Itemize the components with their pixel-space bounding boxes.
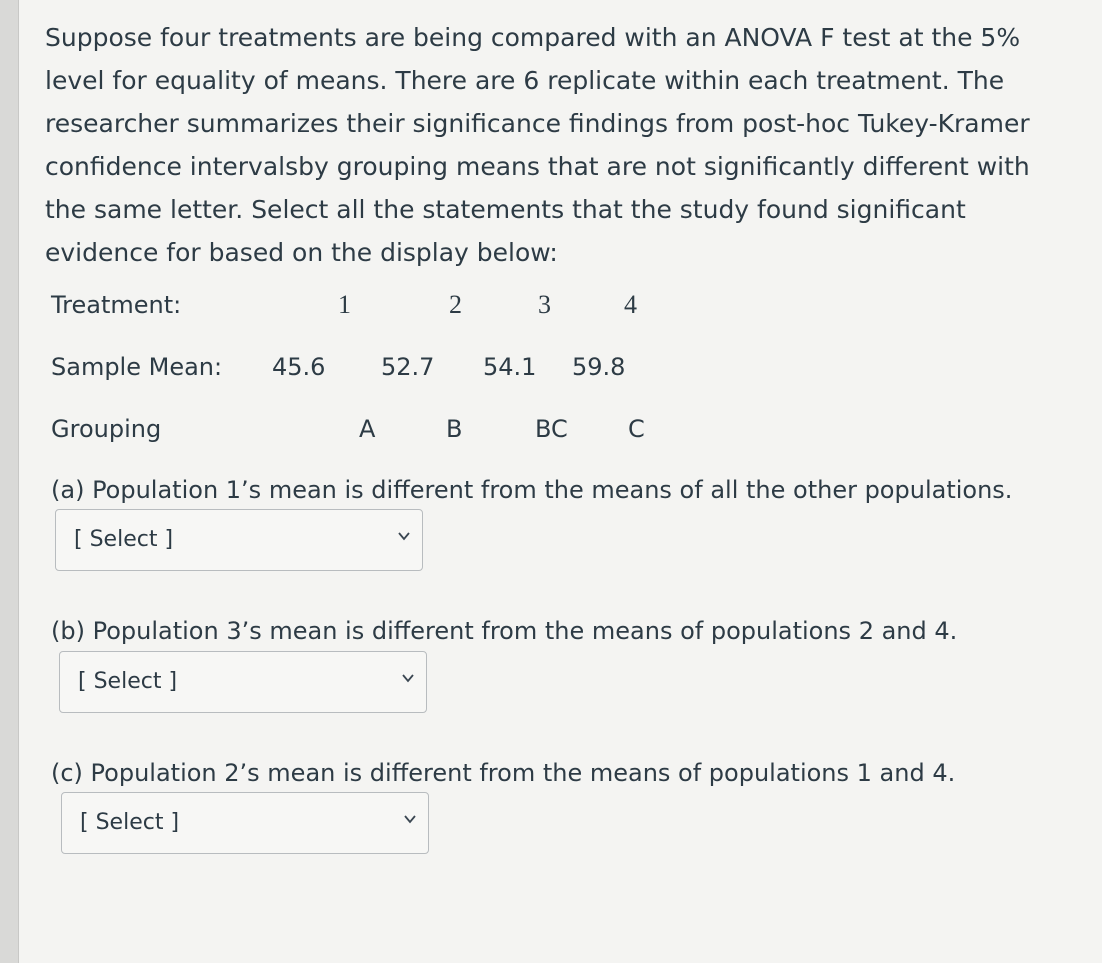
grouping-3: BC (535, 415, 568, 443)
statement-a-select-value: [ Select ] (74, 527, 174, 552)
statement-c-select-value: [ Select ] (80, 810, 180, 835)
grouping-1: A (359, 415, 376, 443)
grouping-4: C (628, 415, 645, 443)
sample-mean-2: 52.7 (381, 353, 435, 381)
statement-c: (c) Population 2’s mean is different from the means of populations 1 and 4. (51, 759, 956, 787)
grouping-2: B (446, 415, 463, 443)
statement-b-select[interactable] (59, 651, 427, 713)
statement-b: (b) Population 3’s mean is different from the means of populations 2 and 4. (51, 617, 958, 645)
chevron-down-icon (400, 670, 416, 686)
statement-c-select[interactable] (61, 792, 429, 854)
grouping-label: Grouping (51, 415, 162, 443)
chevron-down-icon (396, 528, 412, 544)
treatment-1: 1 (338, 290, 351, 319)
statement-a-select[interactable] (55, 509, 423, 571)
question-text: Suppose four treatments are being compared with an ANOVA F test at the 5% level for equality of means. There are 6 replicate within each treatment. The researcher summarizes their significance findings from post-hoc Tukey-Kramer confidence intervalsby grouping means that are not significantly different with the same letter. Select all the statements that the study found significant evidence for based on the display below: (45, 23, 1030, 267)
treatment-2: 2 (449, 290, 462, 319)
sample-mean-4: 59.8 (572, 353, 626, 381)
chevron-down-icon (402, 811, 418, 827)
treatment-row (51, 288, 811, 322)
treatment-label: Treatment: (51, 291, 182, 319)
treatment-4: 4 (624, 290, 637, 319)
sample-mean-3: 54.1 (483, 353, 537, 381)
sample-mean-row (51, 350, 811, 384)
grouping-row (51, 412, 811, 446)
question-panel (18, 0, 1102, 963)
treatment-3: 3 (538, 290, 551, 319)
statement-a: (a) Population 1’s mean is different from the means of all the other populations. (51, 476, 1013, 504)
sample-mean-label: Sample Mean: (51, 353, 223, 381)
statement-b-select-value: [ Select ] (78, 669, 178, 694)
sample-mean-1: 45.6 (272, 353, 326, 381)
